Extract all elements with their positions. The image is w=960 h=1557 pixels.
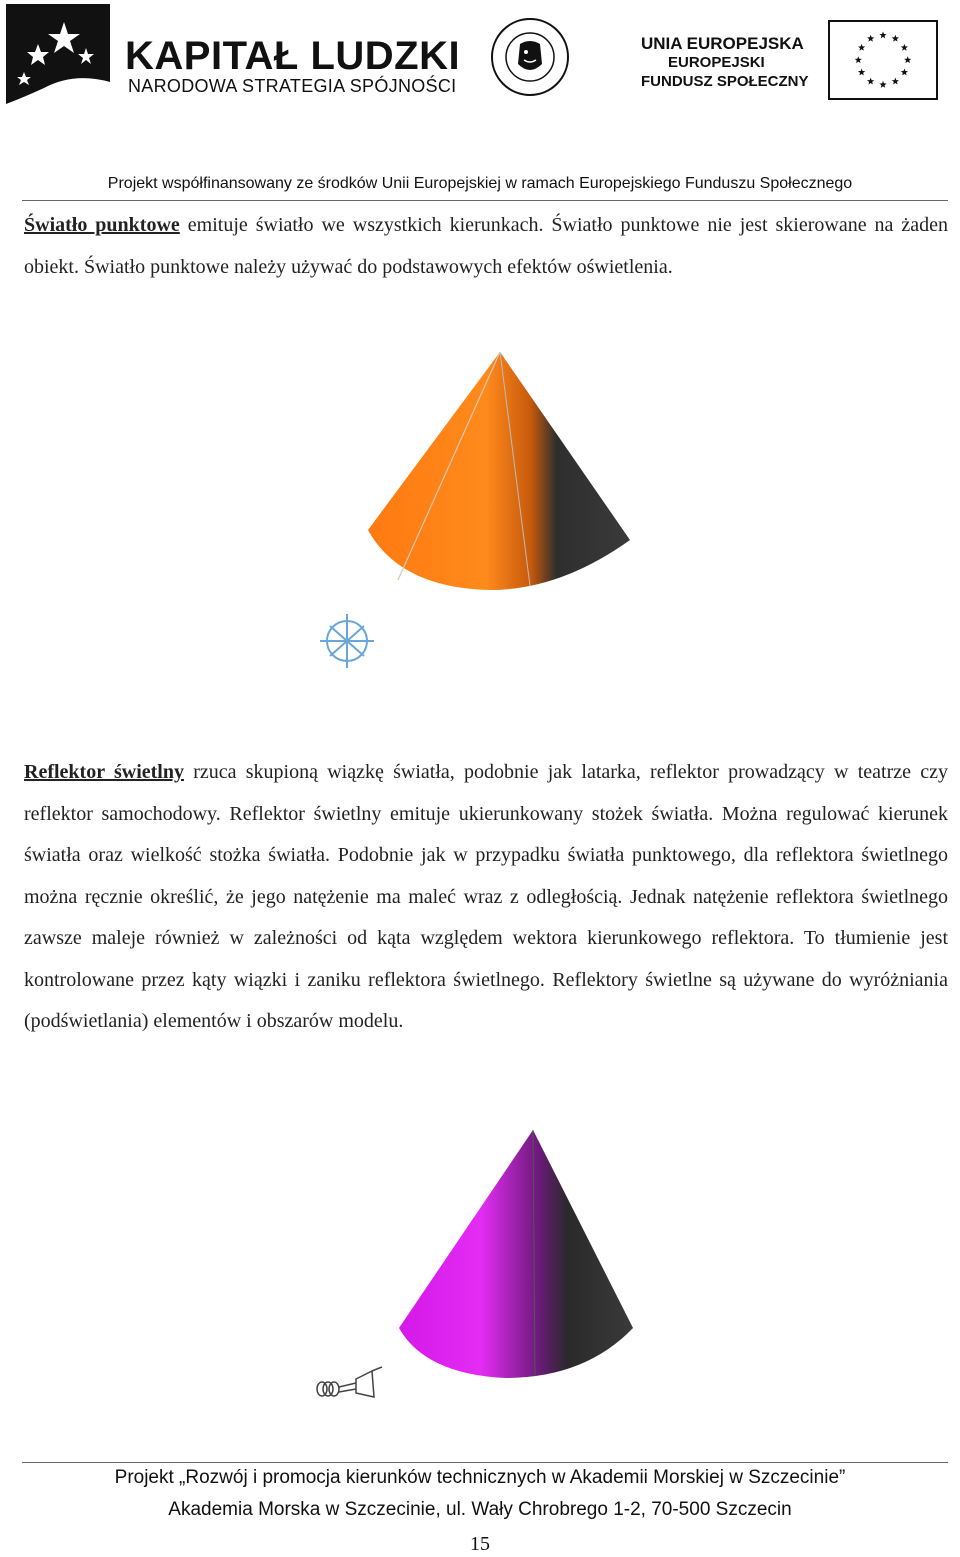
- eu-star-icon: [879, 32, 886, 39]
- academy-maritime-logo-icon: [490, 14, 570, 100]
- eu-star-icon: [901, 69, 908, 76]
- footer-divider: [22, 1462, 948, 1463]
- kapital-ludzki-title: KAPITAŁ LUDZKI: [125, 34, 461, 78]
- eu-fund-line1: EUROPEJSKI: [668, 54, 765, 71]
- eu-star-icon: [892, 78, 899, 85]
- header-divider: [22, 200, 948, 201]
- orange-cone-figure: [360, 350, 635, 590]
- eu-fund-line2: FUNDUSZ SPOŁECZNY: [641, 73, 809, 90]
- eu-star-icon: [855, 56, 862, 63]
- eu-star-icon: [892, 35, 899, 42]
- paragraph-point-light: [24, 205, 948, 288]
- paragraph-point-light-text: emituje światło we wszystkich kierunkach. Światło punktowe nie jest skierowane na żaden obiekt. Światło punktowe należy używać do podstawowych efektów oświetlenia.: [24, 214, 949, 278]
- kapital-ludzki-logo-icon: [4, 2, 112, 106]
- cofinancing-note: Projekt współfinansowany ze środków Unii Europejskiej w ramach Europejskiego Funduszu Społecznego: [107, 175, 853, 192]
- eu-title: UNIA EUROPEJSKA: [641, 34, 804, 53]
- term-point-light: Światło punktowe: [24, 214, 180, 236]
- page-number: 15: [470, 1533, 490, 1555]
- point-light-symbol-icon: [318, 612, 376, 670]
- eu-star-icon: [867, 35, 874, 42]
- eu-flag-icon: [828, 20, 938, 100]
- eu-star-icon: [879, 81, 886, 88]
- kapital-ludzki-subtitle: NARODOWA STRATEGIA SPÓJNOŚCI: [128, 76, 457, 96]
- footer-address: Akademia Morska w Szczecinie, ul. Wały Chrobrego 1-2, 70-500 Szczecin: [168, 1499, 792, 1520]
- footer-project: Projekt „Rozwój i promocja kierunków technicznych w Akademii Morskiej w Szczecinie”: [114, 1467, 846, 1488]
- paragraph-spotlight-text: rzuca skupioną wiązkę światła, podobnie jak latarka, reflektor prowadzący w teatrze czy reflektor samochodowy. Reflektor świetlny emituje ukierunkowany stożek światła. Można regulować kierunek światła oraz wielkość stożka światła. Podobnie jak w przypadku światła punktowego, dla reflektora świetlnego można ręcznie określić, że jego natężenie ma maleć wraz z odległością. Jednak natężenie reflektora świetlnego zawsze maleje również w zależności od kąta względem wektora kierunkowego reflektora. To tłumienie jest kontrolowane przez kąty wiązki i zaniku reflektora świetlnego. Reflektory świetlne są używane do wyróżniania (podświetlania) elementów i obszarów modelu.: [24, 761, 948, 1032]
- magenta-cone-figure: [395, 1128, 635, 1378]
- eu-star-icon: [904, 56, 911, 63]
- eu-star-icon: [867, 78, 874, 85]
- term-spotlight: Reflektor świetlny: [24, 761, 184, 783]
- spotlight-symbol-icon: [312, 1365, 384, 1403]
- eu-star-icon: [858, 69, 865, 76]
- eu-star-icon: [858, 44, 865, 51]
- paragraph-spotlight: [24, 752, 948, 1043]
- eu-star-icon: [901, 44, 908, 51]
